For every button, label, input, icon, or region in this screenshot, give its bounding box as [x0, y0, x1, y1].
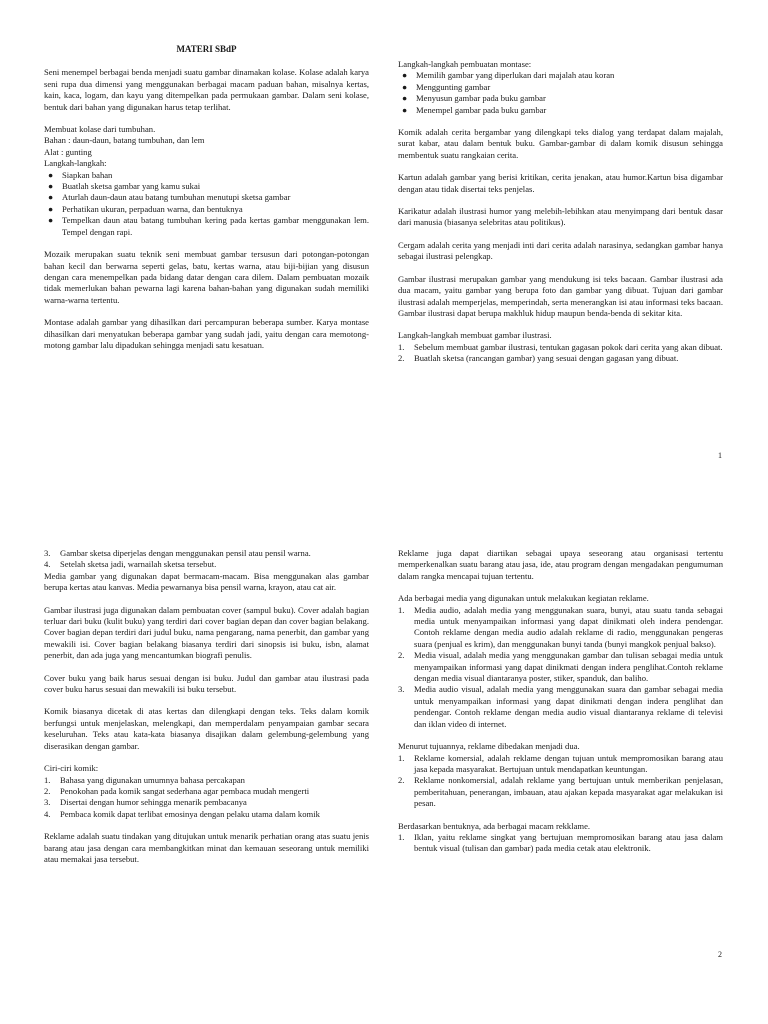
- bullet-icon: ●: [48, 169, 54, 180]
- kolase-line: Langkah-langkah:: [44, 158, 107, 169]
- tujuan-reklame-list: [398, 753, 723, 810]
- ilustrasi-steps-list: [398, 342, 723, 365]
- list-item: ● Buatlah sketsa gambar yang kamu sukai: [48, 181, 201, 192]
- tujuan-reklame-heading: Menurut tujuannya, reklame dibedakan menjadi dua.: [398, 741, 580, 752]
- document-page-2: [0, 512, 768, 1024]
- list-item: 4. Pembaca komik dapat terlibat emosinya dengan pelaku utama dalam komik: [44, 808, 320, 819]
- paragraph-media-gambar: Media gambar yang digunakan dapat bermacam-macam. Bisa menggunakan alas gambar berupa kertas atau kanvas. Media pewarnanya bisa pensil warna, krayon, atau cat air.: [44, 570, 369, 593]
- list-item: ● Menyusun gambar pada buku gambar: [402, 93, 546, 104]
- list-item: 1. Iklan, yaitu reklame singkat yang bertujuan mempromosikan barang atau jasa dalam bentuk visual (tulisan dan gambar) pada media cetak atau elektronik.: [398, 831, 723, 854]
- bullet-icon: ●: [48, 181, 54, 192]
- montase-heading: Langkah-langkah pembuatan montase:: [398, 59, 532, 69]
- list-item: ● Menggunting gambar: [402, 81, 491, 92]
- list-item: ● Siapkan bahan: [48, 169, 113, 180]
- paragraph-mozaik: Mozaik merupakan suatu teknik seni membuat gambar tersusun dari potongan-potongan bahan kecil dan berwarna seperti gelas, batu, kertas warna, atau biji-bijian yang disusun dengan cara menempelkan pada bidang datar dengan cara dilem. Dalam pembuatan mozaik tidak memerlukan bahan pewarna lagi karena bahan-bahan yang digunakan sudah memiliki warna-warna tertentu.: [44, 249, 369, 305]
- list-item: 1. Media audio, adalah media yang menggunakan suara, bunyi, atau suatu tanda sebagai media untuk menyampaikan informasi yang dapat dinikmati oleh indera pendengar. Contoh reklame dengan media audio adalah reklame di radio, menggunakan pengeras suara (penjual es krim), dan menggunakan bunyi tanda (bunyi mangkok penjual bakso).: [398, 604, 723, 649]
- paragraph-reklame: Reklame adalah suatu tindakan yang ditujukan untuk menarik perhatian orang atas suatu jenis barang atau jasa dengan cara membangkitkan minat dan kemauan seseorang untuk memiliki atau memakai jasa tersebut.: [44, 831, 369, 864]
- page-2-right-column: [398, 548, 723, 855]
- paragraph-komik-teks: Komik biasanya dicetak di atas kertas dan dilengkapi dengan teks. Teks dalam komik berfungsi untuk menjelaskan, melengkapi, dan memperdalam penyampaian gambar secara keseluruhan. Teks atau kata-kata biasanya disajikan dalam gelembung-gelembung yang diserasikan dengan gambar.: [44, 706, 369, 751]
- bullet-icon: ●: [48, 192, 54, 203]
- list-item: 2. Buatlah sketsa (rancangan gambar) yang sesuai dengan gagasan yang dibuat.: [398, 353, 679, 364]
- list-item: ● Perhatikan ukuran, perpaduan warna, dan bentuknya: [48, 203, 243, 214]
- list-item: 4. Setelah sketsa jadi, warnailah sketsa tersebut.: [44, 559, 217, 570]
- montase-steps-list: [398, 70, 723, 116]
- list-item: 3. Disertai dengan humor sehingga menarik pembacanya: [44, 797, 247, 808]
- list-item: ● Aturlah daun-daun atau batang tumbuhan menutupi sketsa gambar: [48, 192, 291, 203]
- paragraph-kolase: Seni menempel berbagai benda menjadi suatu gambar dinamakan kolase. Kolase adalah karya seni rupa dua dimensi yang menggunakan berbagai macam paduan bahan, misalnya kertas, kain, kaca, logam, dan kayu yang ditempelkan pada permukaan gambar. Dalam seni kolase, bentuk dari bahan yang digunakan harus tetap terlihat.: [44, 67, 369, 112]
- paragraph-komik: Komik adalah cerita bergambar yang dilengkapi teks dialog yang terdapat dalam majalah, surat kabar, atau dalam bentuk buku. Gambar-gambar di dalam komik disusun sehingga membentuk suatu rangkaian cerita.: [398, 127, 723, 160]
- paragraph-cover: Gambar ilustrasi juga digunakan dalam pembuatan cover (sampul buku). Cover adalah bagian terluar dari buku (kulit buku) yang terdiri dari cover bagian depan dan cover bagian belakang. Cover bagian depan terdiri dari judul buku, nama pengarang, nama penerbit, dan gambar yang mewakili isi. Cover bagian belakang biasanya terdiri dari sinopsis isi buku, isbn, alamat penerbit, dan ada juga yang mencantumkan biografi penulis.: [44, 604, 369, 661]
- list-item: ● Tempelkan daun atau batang tumbuhan kering pada kertas gambar menggunakan lem. Tempel dengan rapi.: [48, 215, 369, 237]
- list-item: ● Memilih gambar yang diperlukan dari majalah atau koran: [402, 70, 615, 81]
- ciri-komik-list: [44, 775, 369, 821]
- page-1-right-column: [398, 59, 723, 365]
- media-reklame-heading: Ada berbagai media yang digunakan untuk melakukan kegiatan reklame.: [398, 593, 649, 604]
- kolase-intro: [44, 124, 369, 170]
- list-item: ● Menempel gambar pada buku gambar: [402, 104, 547, 115]
- paragraph-cover-buku: Cover buku yang baik harus sesuai dengan isi buku. Judul dan gambar atau ilustrasi pada cover buku harus sesuai dan mewakili isi buku tersebut.: [44, 672, 369, 695]
- bentuk-reklame-heading: Berdasarkan bentuknya, ada berbagai macam rekklame.: [398, 820, 591, 831]
- bullet-icon: ●: [402, 93, 408, 104]
- paragraph-reklame-definisi: Reklame juga dapat diartikan sebagai upaya seseorang atau organisasi tertentu memperkenalkan suatu barang atau jasa, ide, atau program dengan mengadakan pengumuman dalam rangka mencapai tujuan tertentu.: [398, 548, 723, 581]
- paragraph-kartun: Kartun adalah gambar yang berisi kritikan, cerita jenakan, atau humor.Kartun bisa digambar dengan atau tidak disertai teks penjelas.: [398, 172, 723, 194]
- ilustrasi-heading: Langkah-langkah membuat gambar ilustrasi.: [398, 330, 552, 341]
- kolase-line: Bahan : daun-daun, batang tumbuhan, dan lem: [44, 135, 205, 146]
- bullet-icon: ●: [48, 215, 54, 226]
- paragraph-karikatur: Karikatur adalah ilustrasi humor yang melebih-lebihkan atau menyimpang dari bentuk dasar dari manusia (biasanya selebritas atau politikus).: [398, 206, 723, 228]
- list-item: 2. Penokohan pada komik sangat sederhana agar pembaca mudah mengerti: [44, 785, 310, 796]
- bullet-icon: ●: [402, 104, 408, 115]
- bullet-icon: ●: [402, 81, 408, 92]
- kolase-steps-list: [44, 170, 369, 238]
- list-item: 2. Media visual, adalah media yang menggunakan gambar dan tulisan sebagai media untuk menyampaikan informasi yang dapat dinikmati dengan indera penglihat.Contoh reklame dengan media visual diantaranya poster, stiker, spanduk, dan baliho.: [398, 650, 723, 684]
- paragraph-montase: Montase adalah gambar yang dihasilkan dari percampuran beberapa sumber. Karya montase dihasilkan dari menyatukan beberapa gambar yang sudah jadi, yaitu dengan cara memotong-motong gambar lalu dipadukan sehingga menjadi satu kesatuan.: [44, 317, 369, 350]
- page-1-left-column: [44, 44, 369, 351]
- bentuk-reklame-list: [398, 832, 723, 855]
- page-number: 1: [718, 451, 722, 460]
- page-number: 2: [718, 950, 722, 959]
- bullet-icon: ●: [48, 203, 54, 214]
- media-reklame-list: [398, 605, 723, 730]
- list-item: 3. Media audio visual, adalah media yang menggunakan suara dan gambar sebagai media untuk menyampaikan informasi yang dapat dinikmati dengan indera penglihat dan pendengar. Contoh reklame dengan media audio visual diantaranya reklame di televisi dan iklan video di internet.: [398, 684, 723, 729]
- list-item: 3. Gambar sketsa diperjelas dengan menggunakan pensil atau pensil warna.: [44, 548, 311, 558]
- list-item: 1. Reklame komersial, adalah reklame dengan tujuan untuk mempromosikan barang atau jasa kepada masyarakat. Bertujuan untuk mendapatkan keuntungan.: [398, 752, 723, 774]
- list-item: 1. Bahasa yang digunakan umumnya bahasa percakapan: [44, 774, 245, 785]
- list-item: 1. Sebelum membuat gambar ilustrasi, tentukan gagasan pokok dari cerita yang akan dibuat.: [398, 341, 723, 352]
- document-title: MATERI SBdP: [176, 44, 237, 54]
- ilustrasi-steps-continued: [44, 548, 369, 571]
- bullet-icon: ●: [402, 70, 408, 81]
- paragraph-ilustrasi: Gambar ilustrasi merupakan gambar yang mendukung isi teks bacaan. Gambar ilustrasi ada dua macam, yaitu gambar yang berupa foto dan gambar yang dibuat. Tujuan dari gambar ilustrasi adalah memperjelas, memperindah, serta menerangkan isi atau informasi teks bacaan. Gambar ilustrasi dapat berupa makhluk hidup maupun benda-benda di sekitar kita.: [398, 273, 723, 318]
- kolase-line: Membuat kolase dari tumbuhan.: [44, 124, 156, 135]
- page-2-left-column: [44, 548, 369, 865]
- list-item: 2. Reklame nonkomersial, adalah reklame yang bertujuan untuk memberikan penjelasan, pemberitahuan, penerangan, imbauan, atau ajakan kepada masyarakat agar melakukan isi pesan.: [398, 775, 723, 809]
- paragraph-cergam: Cergam adalah cerita yang menjadi inti dari cerita adalah narasinya, sedangkan gambar hanya sebagai ilustrasi pelengkap.: [398, 239, 723, 262]
- kolase-line: Alat : gunting: [44, 146, 92, 157]
- ciri-komik-heading: Ciri-ciri komik:: [44, 763, 99, 774]
